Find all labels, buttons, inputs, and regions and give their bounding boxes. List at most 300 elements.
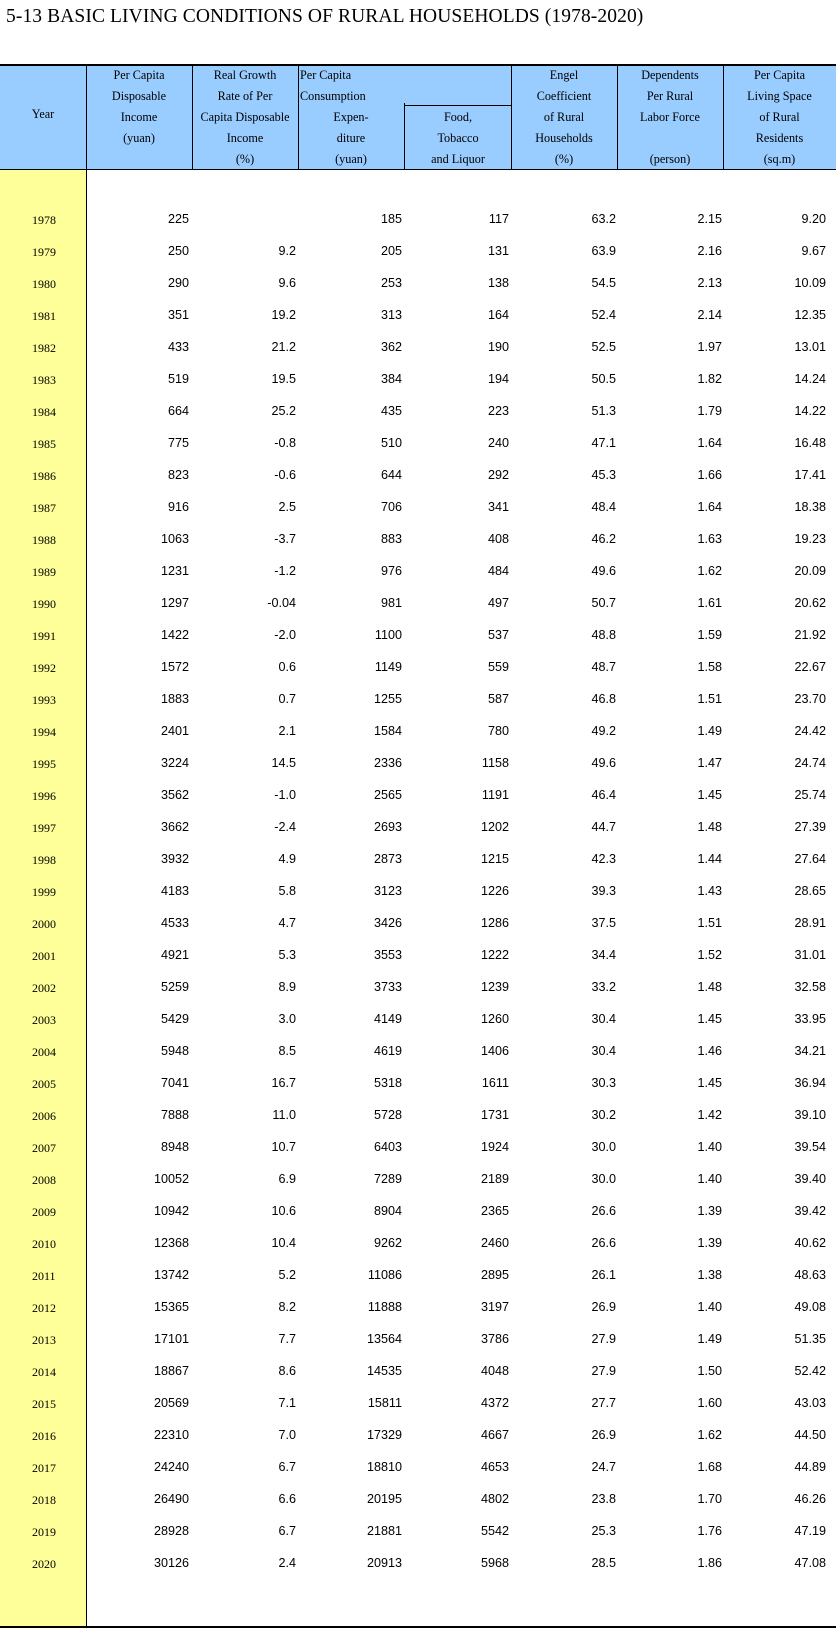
cell-disposable-income: 10942 (153, 1204, 189, 1218)
table-row (0, 300, 836, 332)
cell-real-growth-rate: 16.7 (271, 1076, 296, 1090)
table-row (0, 780, 836, 812)
cell-food-tobacco-liquor: 223 (487, 404, 509, 418)
cell-disposable-income: 3562 (160, 788, 189, 802)
cell-consumption-expenditure: 1584 (373, 724, 402, 738)
header-consumption-group: Per Capita Consumption (300, 68, 366, 103)
table-bottom-border (0, 1626, 836, 1628)
cell-dependents: 1.62 (697, 564, 722, 578)
cell-living-space: 14.24 (794, 372, 826, 386)
table-row (0, 908, 836, 940)
cell-year: 2012 (32, 1301, 56, 1315)
table-body (0, 204, 836, 1580)
cell-year: 1989 (32, 565, 56, 579)
cell-living-space: 12.35 (794, 308, 826, 322)
cell-real-growth-rate: 9.2 (278, 244, 296, 258)
cell-real-growth-rate: 4.9 (278, 852, 296, 866)
cell-food-tobacco-liquor: 164 (487, 308, 509, 322)
cell-disposable-income: 2401 (160, 724, 189, 738)
cell-consumption-expenditure: 883 (380, 532, 402, 546)
cell-engel-coefficient: 23.8 (591, 1492, 616, 1506)
cell-living-space: 27.39 (794, 820, 826, 834)
table-row (0, 524, 836, 556)
cell-dependents: 1.68 (697, 1460, 722, 1474)
cell-year: 2006 (32, 1109, 56, 1123)
cell-food-tobacco-liquor: 497 (487, 596, 509, 610)
cell-year: 2014 (32, 1365, 56, 1379)
header-dependents: Dependents Per Rural Labor Force (person) (640, 68, 700, 166)
cell-engel-coefficient: 26.1 (591, 1268, 616, 1282)
cell-real-growth-rate: 8.6 (278, 1364, 296, 1378)
cell-real-growth-rate: -1.0 (274, 788, 296, 802)
cell-consumption-expenditure: 362 (380, 340, 402, 354)
cell-dependents: 1.48 (697, 820, 722, 834)
cell-year: 2008 (32, 1173, 56, 1187)
cell-engel-coefficient: 30.0 (591, 1172, 616, 1186)
cell-living-space: 48.63 (794, 1268, 826, 1282)
cell-year: 2019 (32, 1525, 56, 1539)
cell-living-space: 21.92 (794, 628, 826, 642)
cell-food-tobacco-liquor: 1611 (481, 1076, 509, 1090)
table-row (0, 684, 836, 716)
cell-consumption-expenditure: 4149 (373, 1012, 402, 1026)
cell-real-growth-rate: 3.0 (278, 1012, 296, 1026)
cell-living-space: 13.01 (794, 340, 826, 354)
cell-year: 1988 (32, 533, 56, 547)
cell-year: 1980 (32, 277, 56, 291)
cell-consumption-expenditure: 313 (380, 308, 402, 322)
cell-living-space: 24.74 (794, 756, 826, 770)
cell-dependents: 1.38 (697, 1268, 722, 1282)
column-divider (723, 64, 724, 170)
table-row (0, 620, 836, 652)
cell-engel-coefficient: 30.4 (591, 1012, 616, 1026)
cell-year: 1984 (32, 405, 56, 419)
cell-food-tobacco-liquor: 2460 (480, 1236, 509, 1250)
cell-living-space: 43.03 (794, 1396, 826, 1410)
cell-food-tobacco-liquor: 1260 (480, 1012, 509, 1026)
cell-dependents: 2.16 (697, 244, 722, 258)
cell-year: 2000 (32, 917, 56, 931)
cell-real-growth-rate: 6.9 (278, 1172, 296, 1186)
cell-consumption-expenditure: 17329 (366, 1428, 402, 1442)
cell-consumption-expenditure: 1255 (373, 692, 402, 706)
cell-disposable-income: 225 (167, 212, 189, 226)
cell-food-tobacco-liquor: 1731 (480, 1108, 509, 1122)
cell-living-space: 14.22 (794, 404, 826, 418)
cell-living-space: 10.09 (794, 276, 826, 290)
cell-food-tobacco-liquor: 190 (487, 340, 509, 354)
table-row (0, 492, 836, 524)
cell-living-space: 51.35 (794, 1332, 826, 1346)
cell-food-tobacco-liquor: 5968 (480, 1556, 509, 1570)
cell-engel-coefficient: 33.2 (591, 980, 616, 994)
cell-living-space: 31.01 (794, 948, 826, 962)
cell-consumption-expenditure: 2565 (373, 788, 402, 802)
table-row (0, 1420, 836, 1452)
cell-living-space: 17.41 (794, 468, 826, 482)
cell-disposable-income: 1297 (160, 596, 189, 610)
cell-living-space: 47.08 (794, 1556, 826, 1570)
cell-food-tobacco-liquor: 1202 (480, 820, 509, 834)
cell-living-space: 28.91 (794, 916, 826, 930)
cell-engel-coefficient: 46.4 (591, 788, 616, 802)
cell-real-growth-rate: 5.8 (278, 884, 296, 898)
cell-year: 1994 (32, 725, 56, 739)
table-row (0, 844, 836, 876)
cell-living-space: 9.67 (801, 244, 826, 258)
cell-year: 2013 (32, 1333, 56, 1347)
cell-disposable-income: 4533 (160, 916, 189, 930)
cell-real-growth-rate: 10.4 (271, 1236, 296, 1250)
cell-year: 1982 (32, 341, 56, 355)
cell-disposable-income: 5429 (160, 1012, 189, 1026)
cell-engel-coefficient: 26.6 (591, 1236, 616, 1250)
cell-real-growth-rate: 10.7 (271, 1140, 296, 1154)
cell-real-growth-rate: -2.0 (274, 628, 296, 642)
cell-consumption-expenditure: 510 (380, 436, 402, 450)
cell-real-growth-rate: 8.9 (278, 980, 296, 994)
cell-dependents: 1.49 (697, 1332, 722, 1346)
cell-dependents: 1.48 (697, 980, 722, 994)
cell-engel-coefficient: 27.9 (591, 1332, 616, 1346)
table-row (0, 972, 836, 1004)
cell-real-growth-rate: 4.7 (278, 916, 296, 930)
cell-consumption-expenditure: 185 (380, 212, 402, 226)
header-divider (404, 105, 511, 106)
cell-engel-coefficient: 26.9 (591, 1300, 616, 1314)
cell-consumption-expenditure: 3733 (373, 980, 402, 994)
cell-engel-coefficient: 63.2 (591, 212, 616, 226)
cell-disposable-income: 28928 (153, 1524, 189, 1538)
cell-disposable-income: 8948 (160, 1140, 189, 1154)
cell-year: 2007 (32, 1141, 56, 1155)
cell-disposable-income: 20569 (153, 1396, 189, 1410)
page-title: 5-13 BASIC LIVING CONDITIONS OF RURAL HOUSEHOLDS (1978-2020) (6, 6, 644, 27)
cell-food-tobacco-liquor: 1215 (480, 852, 509, 866)
cell-food-tobacco-liquor: 1406 (480, 1044, 509, 1058)
cell-living-space: 18.38 (794, 500, 826, 514)
column-divider (404, 103, 405, 170)
cell-engel-coefficient: 45.3 (591, 468, 616, 482)
cell-disposable-income: 1422 (160, 628, 189, 642)
table-row (0, 268, 836, 300)
table-row (0, 396, 836, 428)
table-row (0, 364, 836, 396)
cell-consumption-expenditure: 11888 (367, 1300, 402, 1314)
cell-disposable-income: 290 (167, 276, 189, 290)
table-row (0, 1324, 836, 1356)
table-row (0, 1484, 836, 1516)
cell-year: 1992 (32, 661, 56, 675)
cell-real-growth-rate: -0.04 (267, 596, 296, 610)
cell-disposable-income: 250 (167, 244, 189, 258)
cell-food-tobacco-liquor: 131 (487, 244, 509, 258)
cell-food-tobacco-liquor: 2189 (480, 1172, 509, 1186)
table-row (0, 652, 836, 684)
cell-real-growth-rate: 14.5 (271, 756, 296, 770)
cell-engel-coefficient: 50.7 (591, 596, 616, 610)
cell-engel-coefficient: 44.7 (591, 820, 616, 834)
cell-real-growth-rate: 6.7 (278, 1460, 296, 1474)
cell-engel-coefficient: 49.2 (591, 724, 616, 738)
cell-living-space: 19.23 (794, 532, 826, 546)
cell-disposable-income: 24240 (153, 1460, 189, 1474)
cell-engel-coefficient: 52.4 (591, 308, 616, 322)
cell-year: 1983 (32, 373, 56, 387)
cell-engel-coefficient: 63.9 (591, 244, 616, 258)
cell-consumption-expenditure: 3553 (373, 948, 402, 962)
cell-disposable-income: 1572 (160, 660, 189, 674)
cell-consumption-expenditure: 15811 (367, 1396, 402, 1410)
cell-consumption-expenditure: 20913 (366, 1556, 402, 1570)
cell-food-tobacco-liquor: 2365 (480, 1204, 509, 1218)
cell-consumption-expenditure: 9262 (373, 1236, 402, 1250)
column-divider (617, 64, 618, 170)
table-row (0, 1164, 836, 1196)
cell-disposable-income: 3224 (160, 756, 189, 770)
cell-dependents: 1.59 (697, 628, 722, 642)
cell-food-tobacco-liquor: 587 (487, 692, 509, 706)
cell-consumption-expenditure: 20195 (366, 1492, 402, 1506)
cell-living-space: 40.62 (794, 1236, 826, 1250)
cell-food-tobacco-liquor: 408 (487, 532, 509, 546)
cell-disposable-income: 18867 (153, 1364, 189, 1378)
cell-living-space: 39.42 (794, 1204, 826, 1218)
cell-real-growth-rate: 10.6 (271, 1204, 296, 1218)
cell-food-tobacco-liquor: 780 (487, 724, 509, 738)
cell-disposable-income: 7888 (160, 1108, 189, 1122)
table-row (0, 812, 836, 844)
cell-disposable-income: 5259 (160, 980, 189, 994)
table-row (0, 1036, 836, 1068)
cell-real-growth-rate: 2.1 (278, 724, 296, 738)
table-row (0, 1516, 836, 1548)
cell-year: 1995 (32, 757, 56, 771)
cell-engel-coefficient: 48.4 (591, 500, 616, 514)
cell-engel-coefficient: 39.3 (591, 884, 616, 898)
cell-real-growth-rate: 11.0 (272, 1108, 296, 1122)
table-row (0, 940, 836, 972)
cell-food-tobacco-liquor: 484 (487, 564, 509, 578)
statistics-table (0, 64, 836, 1628)
cell-disposable-income: 12368 (153, 1236, 189, 1250)
cell-consumption-expenditure: 7289 (373, 1172, 402, 1186)
cell-food-tobacco-liquor: 1239 (480, 980, 509, 994)
column-divider (298, 64, 299, 170)
cell-consumption-expenditure: 18810 (366, 1460, 402, 1474)
cell-dependents: 1.86 (697, 1556, 722, 1570)
header-engel-coefficient: Engel Coefficient of Rural Households (%) (535, 68, 593, 166)
cell-engel-coefficient: 47.1 (591, 436, 616, 450)
cell-engel-coefficient: 30.0 (591, 1140, 616, 1154)
cell-dependents: 1.45 (697, 1076, 722, 1090)
cell-disposable-income: 22310 (153, 1428, 189, 1442)
cell-dependents: 1.49 (697, 724, 722, 738)
cell-year: 2015 (32, 1397, 56, 1411)
cell-disposable-income: 664 (167, 404, 189, 418)
cell-year: 2020 (32, 1557, 56, 1571)
cell-dependents: 1.61 (697, 596, 722, 610)
cell-dependents: 1.58 (697, 660, 722, 674)
cell-disposable-income: 3932 (160, 852, 189, 866)
cell-consumption-expenditure: 11086 (367, 1268, 402, 1282)
cell-real-growth-rate: 0.7 (278, 692, 296, 706)
cell-consumption-expenditure: 2693 (373, 820, 402, 834)
cell-year: 2004 (32, 1045, 56, 1059)
cell-living-space: 22.67 (794, 660, 826, 674)
cell-dependents: 1.62 (697, 1428, 722, 1442)
column-divider (192, 64, 193, 170)
cell-consumption-expenditure: 21881 (366, 1524, 402, 1538)
cell-dependents: 1.70 (697, 1492, 722, 1506)
cell-food-tobacco-liquor: 4372 (480, 1396, 509, 1410)
cell-consumption-expenditure: 1100 (374, 628, 402, 642)
cell-engel-coefficient: 28.5 (591, 1556, 616, 1570)
cell-dependents: 1.51 (697, 692, 722, 706)
cell-year: 2001 (32, 949, 56, 963)
cell-food-tobacco-liquor: 4667 (480, 1428, 509, 1442)
cell-real-growth-rate: 19.2 (271, 308, 296, 322)
cell-food-tobacco-liquor: 3197 (480, 1300, 509, 1314)
table-row (0, 428, 836, 460)
cell-living-space: 49.08 (794, 1300, 826, 1314)
cell-disposable-income: 3662 (160, 820, 189, 834)
cell-real-growth-rate: 6.6 (278, 1492, 296, 1506)
cell-year: 2003 (32, 1013, 56, 1027)
cell-year: 1978 (32, 213, 56, 227)
cell-living-space: 52.42 (794, 1364, 826, 1378)
cell-year: 2017 (32, 1461, 56, 1475)
cell-real-growth-rate: -0.6 (274, 468, 296, 482)
cell-consumption-expenditure: 981 (380, 596, 402, 610)
cell-real-growth-rate: 8.2 (278, 1300, 296, 1314)
table-header (0, 64, 836, 170)
cell-consumption-expenditure: 976 (380, 564, 402, 578)
cell-real-growth-rate: -3.7 (274, 532, 296, 546)
cell-engel-coefficient: 26.9 (591, 1428, 616, 1442)
cell-engel-coefficient: 30.4 (591, 1044, 616, 1058)
cell-consumption-expenditure: 2336 (373, 756, 402, 770)
cell-living-space: 47.19 (794, 1524, 826, 1538)
cell-real-growth-rate: -2.4 (274, 820, 296, 834)
cell-dependents: 1.52 (697, 948, 722, 962)
cell-food-tobacco-liquor: 341 (487, 500, 509, 514)
cell-food-tobacco-liquor: 292 (487, 468, 509, 482)
cell-consumption-expenditure: 2873 (373, 852, 402, 866)
cell-dependents: 1.47 (697, 756, 722, 770)
cell-dependents: 1.42 (697, 1108, 722, 1122)
header-consumption-expenditure: Expen- diture (yuan) (333, 110, 369, 166)
cell-dependents: 1.44 (697, 852, 722, 866)
cell-disposable-income: 351 (167, 308, 189, 322)
table-row (0, 876, 836, 908)
table-row (0, 1196, 836, 1228)
cell-living-space: 25.74 (794, 788, 826, 802)
cell-disposable-income: 775 (167, 436, 189, 450)
cell-food-tobacco-liquor: 4802 (480, 1492, 509, 1506)
cell-disposable-income: 10052 (153, 1172, 189, 1186)
cell-year: 2016 (32, 1429, 56, 1443)
table-row (0, 748, 836, 780)
cell-living-space: 36.94 (794, 1076, 826, 1090)
cell-engel-coefficient: 42.3 (591, 852, 616, 866)
cell-consumption-expenditure: 5318 (373, 1076, 402, 1090)
cell-consumption-expenditure: 205 (380, 244, 402, 258)
cell-real-growth-rate: 7.1 (278, 1396, 296, 1410)
cell-dependents: 1.66 (697, 468, 722, 482)
cell-real-growth-rate: 9.6 (278, 276, 296, 290)
cell-dependents: 2.13 (697, 276, 722, 290)
header-real-growth-rate: Real Growth Rate of Per Capita Disposable Income (%) (200, 68, 290, 166)
cell-year: 1996 (32, 789, 56, 803)
cell-year: 1999 (32, 885, 56, 899)
cell-real-growth-rate: 5.3 (278, 948, 296, 962)
cell-food-tobacco-liquor: 1226 (480, 884, 509, 898)
cell-food-tobacco-liquor: 1191 (481, 788, 509, 802)
cell-food-tobacco-liquor: 1286 (480, 916, 509, 930)
cell-food-tobacco-liquor: 1222 (480, 948, 509, 962)
cell-disposable-income: 4183 (160, 884, 189, 898)
cell-food-tobacco-liquor: 194 (487, 372, 509, 386)
table-row (0, 716, 836, 748)
cell-dependents: 1.43 (697, 884, 722, 898)
cell-dependents: 1.40 (697, 1172, 722, 1186)
table-row (0, 204, 836, 236)
cell-consumption-expenditure: 5728 (373, 1108, 402, 1122)
cell-living-space: 33.95 (794, 1012, 826, 1026)
cell-year: 1979 (32, 245, 56, 259)
cell-disposable-income: 4921 (160, 948, 189, 962)
cell-year: 1985 (32, 437, 56, 451)
cell-living-space: 27.64 (794, 852, 826, 866)
cell-consumption-expenditure: 644 (380, 468, 402, 482)
cell-consumption-expenditure: 253 (380, 276, 402, 290)
header-living-space: Per Capita Living Space of Rural Residents (sq.m) (747, 68, 812, 166)
cell-living-space: 9.20 (801, 212, 826, 226)
cell-dependents: 1.50 (697, 1364, 722, 1378)
cell-disposable-income: 519 (167, 372, 189, 386)
cell-real-growth-rate: 21.2 (271, 340, 296, 354)
cell-engel-coefficient: 26.6 (591, 1204, 616, 1218)
table-row (0, 1548, 836, 1580)
cell-consumption-expenditure: 13564 (366, 1332, 402, 1346)
cell-dependents: 1.64 (697, 500, 722, 514)
cell-engel-coefficient: 48.7 (591, 660, 616, 674)
column-divider (511, 64, 512, 170)
cell-real-growth-rate: -0.8 (274, 436, 296, 450)
cell-living-space: 20.09 (794, 564, 826, 578)
cell-disposable-income: 1231 (160, 564, 189, 578)
cell-real-growth-rate: 5.2 (278, 1268, 296, 1282)
cell-food-tobacco-liquor: 537 (487, 628, 509, 642)
cell-living-space: 46.26 (794, 1492, 826, 1506)
cell-disposable-income: 26490 (153, 1492, 189, 1506)
cell-living-space: 44.89 (794, 1460, 826, 1474)
cell-dependents: 1.39 (697, 1204, 722, 1218)
cell-engel-coefficient: 46.2 (591, 532, 616, 546)
cell-food-tobacco-liquor: 240 (487, 436, 509, 450)
cell-real-growth-rate: 2.4 (278, 1556, 296, 1570)
cell-dependents: 1.40 (697, 1140, 722, 1154)
cell-real-growth-rate: 7.0 (278, 1428, 296, 1442)
cell-dependents: 2.15 (697, 212, 722, 226)
cell-food-tobacco-liquor: 2895 (480, 1268, 509, 1282)
cell-dependents: 1.63 (697, 532, 722, 546)
cell-living-space: 32.58 (794, 980, 826, 994)
cell-living-space: 44.50 (794, 1428, 826, 1442)
cell-engel-coefficient: 30.3 (591, 1076, 616, 1090)
